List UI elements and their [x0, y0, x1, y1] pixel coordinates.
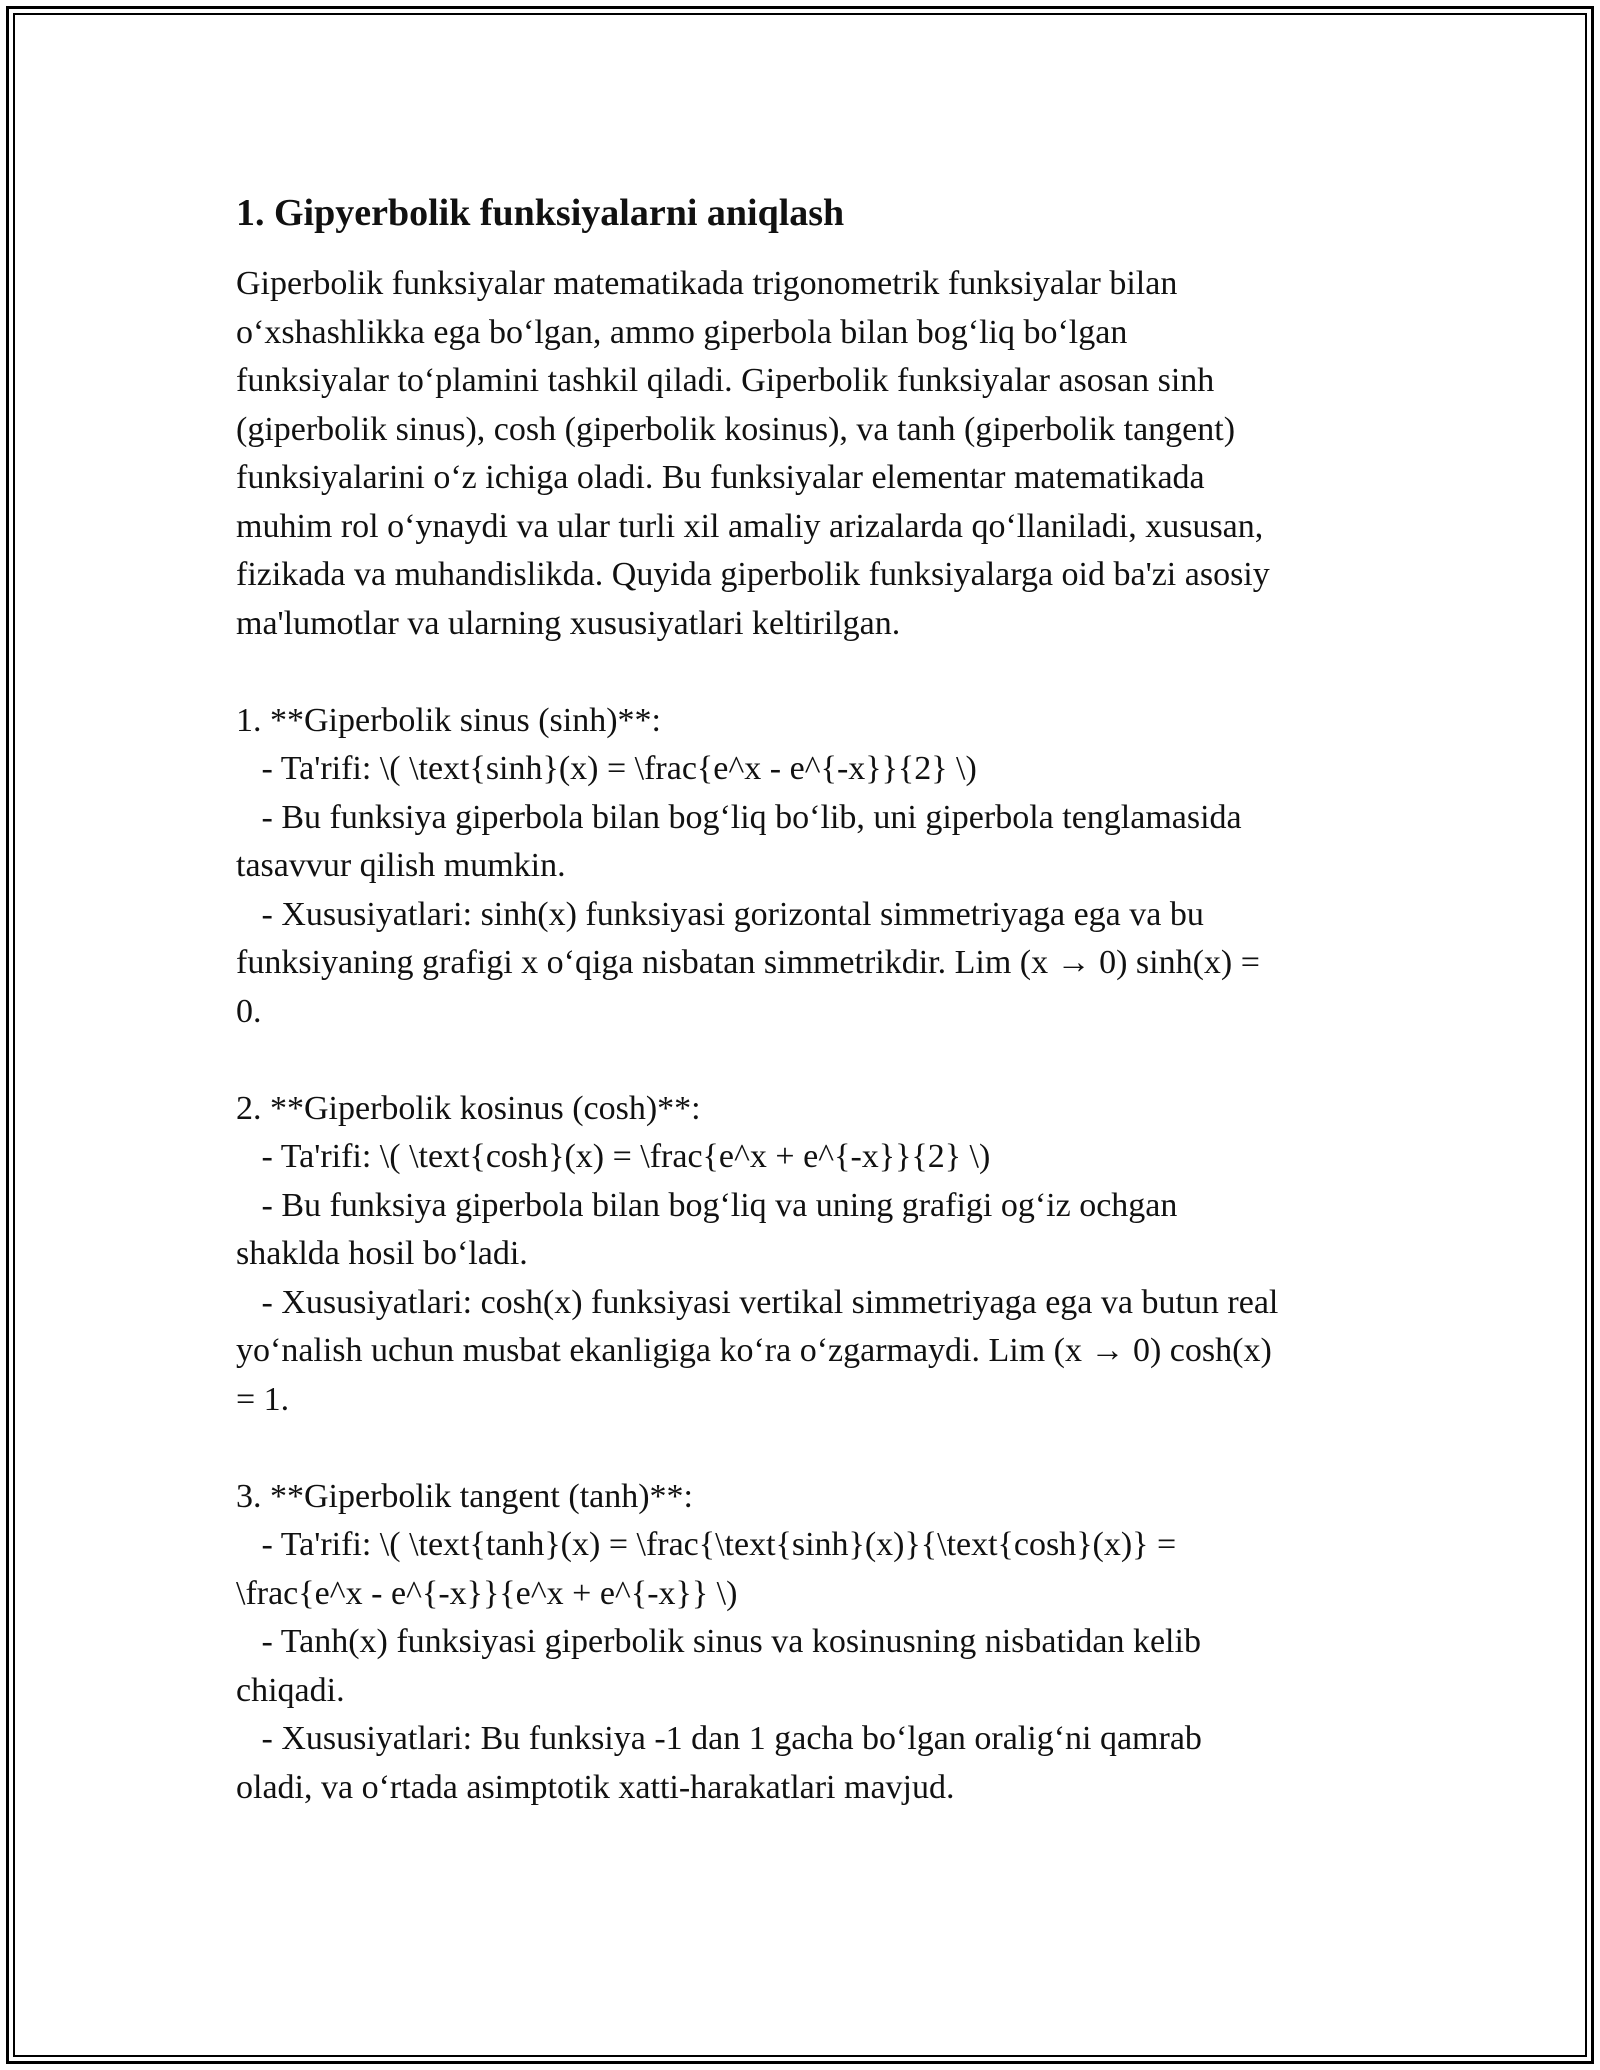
section-heading: 1. Gipyerbolik funksiyalarni aniqlash [236, 192, 845, 234]
cosh-section: 2. **Giperbolik kosinus (cosh)**: - Ta'rifi: \( \text{cosh}(x) = \frac{e^x + e^{-x}}{2} \) - Bu funksiya giperbola bilan bog‘liq va uning grafigi og‘iz ochgan shaklda hosil bo‘ladi. - Xususiyatlari: cosh(x) funksiyasi vertikal simmetriyaga ega va butun real yo‘nalish uchun musbat ekanligiga ko‘ra o‘zgarmaydi. Lim (x → 0) cosh(x) = 1. [236, 1089, 1279, 1418]
document-body [236, 186, 1366, 1812]
tanh-section: 3. **Giperbolik tangent (tanh)**: - Ta'rifi: \( \text{tanh}(x) = \frac{\text{sinh}(x)}{\text{cosh}(x)} = \frac{e^x - e^{-x}}{e^x + e^{-x}} \) - Tanh(x) funksiyasi giperbolik sinus va kosinusning nisbatidan kelib chiqadi. - Xususiyatlari: Bu funksiya -1 dan 1 gacha bo‘lgan oralig‘ni qamrab oladi, va o‘rtada asimptotik xatti-harakatlari mavjud. [236, 1477, 1202, 1806]
sinh-section: 1. **Giperbolik sinus (sinh)**: - Ta'rifi: \( \text{sinh}(x) = \frac{e^x - e^{-x}}{2} \) - Bu funksiya giperbola bilan bog‘liq bo‘lib, uni giperbola tenglamasida tasavvur qilish mumkin. - Xususiyatlari: sinh(x) funksiyasi gorizontal simmetriyaga ega va bu funksiyaning grafigi x o‘qiga nisbatan simmetrikdir. Lim (x → 0) sinh(x) = 0. [236, 701, 1260, 1030]
intro-paragraph: Giperbolik funksiyalar matematikada trigonometrik funksiyalar bilan o‘xshashlikka ega bo‘lgan, ammo giperbola bilan bog‘liq bo‘lgan funksiyalar to‘plamini tashkil qiladi. Giperbolik funksiyalar asosan sinh (giperbolik sinus), cosh (giperbolik kosinus), va tanh (giperbolik tangent) funksiyalarini o‘z ichiga oladi. Bu funksiyalar elementar matematikada muhim rol o‘ynaydi va ular turli xil amaliy arizalarda qo‘llaniladi, xususan, fizikada va muhandislikda. Quyida giperbolik funksiyalarga oid ba'zi asosiy ma'lumotlar va ularning xususiyatlari keltirilgan. [236, 265, 1270, 642]
